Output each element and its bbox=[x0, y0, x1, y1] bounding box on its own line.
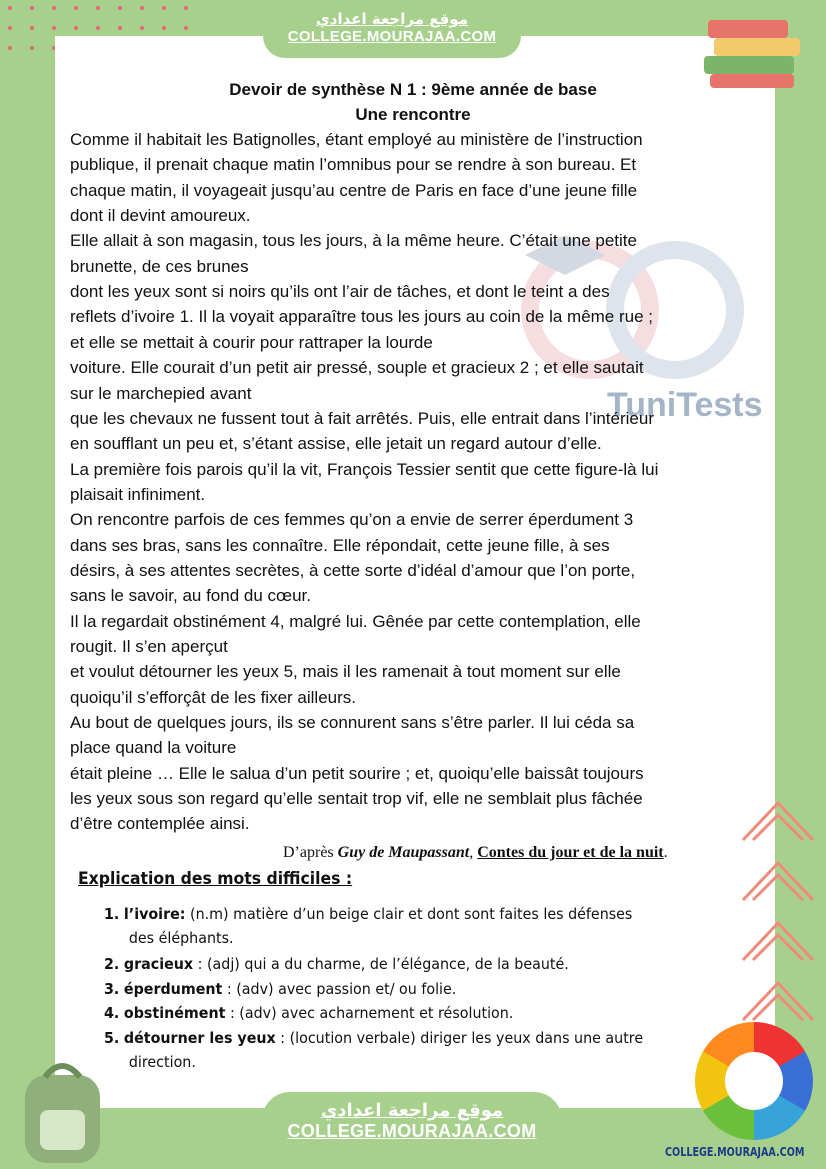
text-line: était pleine … Elle le salua d’un petit sourire ; et, quoiqu’elle baissât toujours bbox=[70, 763, 644, 783]
attribution-sep: , bbox=[469, 844, 478, 861]
attribution bbox=[283, 844, 668, 862]
header-site-url[interactable]: COLLEGE.MOURAJAA.COM bbox=[287, 28, 497, 45]
text-line: reflets d’ivoire 1. Il la voyait apparaître tous les jours au coin de la même rue ; bbox=[70, 307, 654, 327]
attribution-work: Contes du jour et de la nuit bbox=[477, 844, 664, 861]
dot bbox=[96, 6, 100, 10]
text-line: dont il devint amoureux. bbox=[70, 206, 251, 226]
text-line: Comme il habitait les Batignolles, étant employé au ministère de l’instruction bbox=[70, 130, 643, 149]
item-number: 1. bbox=[104, 905, 120, 923]
text-line: Au bout de quelques jours, ils se connurent sans s’être parler. Il lui céda sa bbox=[70, 713, 635, 733]
glossary-item bbox=[104, 1029, 644, 1071]
attribution-end: . bbox=[663, 844, 668, 861]
dot bbox=[162, 6, 166, 10]
text-line: Elle allait à son magasin, tous les jours, à la même heure. C’était une petite bbox=[70, 231, 637, 251]
text-line: plaisait infiniment. bbox=[70, 484, 206, 504]
chevron-up-icon bbox=[738, 975, 818, 1025]
dot bbox=[74, 6, 78, 10]
item-definition: : (adj) qui a du charme, de l’élégance, de la beauté. bbox=[193, 955, 569, 973]
dot bbox=[184, 6, 188, 10]
text-line: dont les yeux sont si noirs qu’ils ont l’air de tâches, et dont le teint a des bbox=[70, 282, 610, 302]
dot bbox=[184, 26, 188, 30]
item-number: 3. bbox=[104, 980, 120, 998]
text-line: voiture. Elle courait d’un petit air pressé, souple et gracieux 2 ; et elle sautait bbox=[70, 358, 644, 378]
document-title: Devoir de synthèse N 1 : 9ème année de base bbox=[229, 80, 597, 99]
text-line: désirs, à ses attentes secrètes, à cette sorte d’idéal d’amour que l’on porte, bbox=[70, 560, 636, 580]
chevron-up-icon bbox=[738, 915, 818, 965]
item-definition: : (locution verbale) diriger les yeux dans une autre bbox=[275, 1029, 644, 1047]
dot bbox=[52, 6, 56, 10]
text-line: d’être contemplée ainsi. bbox=[70, 814, 250, 834]
dot bbox=[140, 6, 144, 10]
text-line: dans ses bras, sans les connaître. Elle répondait, cette jeune fille, à ses bbox=[70, 535, 610, 555]
glossary-heading: Explication des mots difficiles : bbox=[78, 869, 353, 889]
dot bbox=[74, 26, 78, 30]
dot bbox=[30, 6, 34, 10]
item-definition: (n.m) matière d’un beige clair et dont sont faites les défenses bbox=[185, 905, 633, 923]
item-number: 5. bbox=[104, 1029, 120, 1047]
text-line: La première fois parois qu’il la vit, François Tessier sentit que cette figure-là lui bbox=[70, 459, 659, 479]
item-definition-continued: direction. bbox=[128, 1053, 196, 1071]
item-term: détourner les yeux bbox=[123, 1029, 276, 1047]
corner-site-url[interactable]: COLLEGE.MOURAJAA.COM bbox=[665, 1145, 805, 1159]
dot bbox=[52, 26, 56, 30]
header-banner[interactable] bbox=[263, 0, 521, 58]
dot bbox=[96, 26, 100, 30]
dot bbox=[118, 26, 122, 30]
footer-site-arabic[interactable]: موقع مراجعة اعدادي bbox=[320, 1100, 504, 1121]
item-definition: : (adv) avec acharnement et résolution. bbox=[225, 1004, 514, 1022]
text-line: et voulut détourner les yeux 5, mais il les ramenait à tout moment sur elle bbox=[70, 662, 621, 682]
backpack-icon bbox=[10, 1055, 115, 1165]
footer-banner[interactable] bbox=[262, 1092, 562, 1169]
glossary-item bbox=[104, 1004, 513, 1022]
attribution-prefix: D’après bbox=[283, 844, 338, 861]
text-line: chaque matin, il voyageait jusqu’au centre de Paris en face d’une jeune fille bbox=[70, 180, 638, 200]
dot bbox=[8, 26, 12, 30]
chevron-up-icon bbox=[738, 795, 818, 845]
header-site-arabic[interactable]: موقع مراجعة اعدادي bbox=[316, 10, 468, 28]
document-subtitle: Une rencontre bbox=[355, 105, 471, 124]
subjects-wheel-logo bbox=[695, 1022, 813, 1140]
attribution-author: Guy de Maupassant bbox=[337, 844, 470, 861]
text-line: les yeux sous son regard qu’elle sentait trop vif, elle ne semblait plus fâchée bbox=[70, 789, 643, 809]
item-number: 2. bbox=[104, 955, 120, 973]
dot bbox=[140, 26, 144, 30]
text-line: quoiqu’il s’efforçât de les fixer ailleurs. bbox=[70, 687, 356, 707]
dot bbox=[30, 46, 34, 50]
text-line: Il la regardait obstinément 4, malgré lui. Gênée par cette contemplation, elle bbox=[70, 611, 641, 631]
text-line: rougit. Il s’en aperçut bbox=[70, 637, 228, 656]
text-line: sur le marchepied avant bbox=[70, 383, 252, 403]
text-line: brunette, de ces brunes bbox=[70, 256, 249, 276]
watermark-brand: TuniTests bbox=[607, 386, 763, 424]
glossary-item bbox=[104, 955, 569, 973]
chevron-up-icon bbox=[738, 855, 818, 905]
text-line: On rencontre parfois de ces femmes qu’on a envie de serrer éperdument 3 bbox=[70, 510, 634, 530]
dot bbox=[8, 46, 12, 50]
item-definition-continued: des éléphants. bbox=[128, 929, 234, 947]
item-term: l’ivoire: bbox=[123, 905, 186, 923]
text-line: et elle se mettait à courir pour rattraper la lourde bbox=[70, 332, 433, 352]
item-term: obstinément bbox=[123, 1004, 226, 1022]
dot bbox=[118, 6, 122, 10]
text-line: place quand la voiture bbox=[70, 738, 237, 758]
dot bbox=[8, 6, 12, 10]
glossary-item bbox=[104, 980, 456, 998]
item-term: éperdument bbox=[123, 980, 223, 998]
text-line: que les chevaux ne fussent tout à fait arrêtés. Puis, elle entrait dans l’intérieur bbox=[70, 408, 654, 428]
text-line: sans le savoir, au fond du cœur. bbox=[70, 586, 311, 606]
glossary-item bbox=[104, 905, 633, 947]
text-line: publique, il prenait chaque matin l’omnibus pour se rendre à son bureau. Et bbox=[70, 155, 637, 175]
dot bbox=[30, 26, 34, 30]
dot bbox=[162, 26, 166, 30]
item-term: gracieux bbox=[123, 955, 194, 973]
text-line: en soufflant un peu et, s’étant assise, elle jetait un regard autour d’elle. bbox=[70, 434, 602, 454]
footer-site-url[interactable]: COLLEGE.MOURAJAA.COM bbox=[287, 1121, 537, 1141]
item-definition: : (adv) avec passion et/ ou folie. bbox=[222, 980, 457, 998]
item-number: 4. bbox=[104, 1004, 120, 1022]
